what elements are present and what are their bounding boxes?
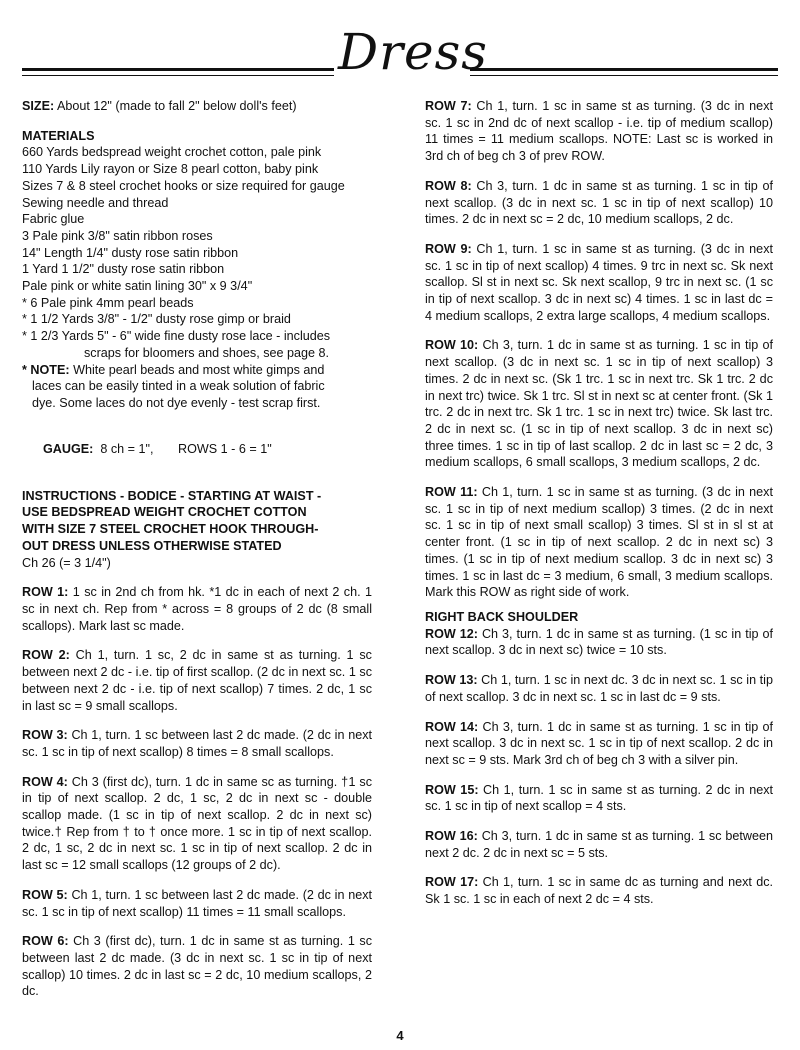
gauge-label: GAUGE: — [43, 442, 94, 457]
row-text: Ch 3, turn. 1 dc in same st as turning. 1 sc between next 2 dc. 2 dc in next sc = 5 sts. — [425, 829, 773, 860]
row-text: Ch 1, turn. 1 sc in same st as turning. (3 dc in next sc. 1 sc in tip of next scallop) 4 times. 9 trc in next sc. Sk next scallop. Sl st in next sc. Sk next scallop, 9 trc in next sc. (1 sc in tip of next scallop. 3 dc in next sc) 4 times. 1 sc in last dc = 4 medium scallops, 2 extra large scallops, 4 medium scallops. — [425, 241, 773, 323]
row-instruction — [22, 774, 372, 874]
right-column — [425, 98, 773, 921]
row-text: 1 sc in 2nd ch from hk. *1 dc in each of next 2 ch. 1 sc in next ch. Rep from * across = 8 groups of 2 dc (8 small scallops). Mark last sc made. — [22, 585, 372, 633]
row-label: ROW 11: — [425, 485, 478, 500]
note-text: laces can be easily tinted in a weak solution of fabric — [32, 379, 325, 394]
instructions-heading-line: OUT DRESS UNLESS OTHERWISE STATED — [22, 538, 282, 553]
row-label: ROW 3: — [22, 728, 68, 743]
header-rule-left-thin — [22, 75, 334, 76]
materials-item: Sewing needle and thread — [22, 195, 169, 210]
row-text: Ch 3, turn. 1 dc in same st as turning. 1 sc in tip of next scallop. (3 dc in next sc. 1 sc in tip of next scallop) 10 times. 2 dc in next sc = 2 dc, 10 medium scallops, 2 dc. — [425, 178, 773, 227]
row-text: Ch 3 (first dc), turn. 1 dc in same sc as turning. †1 sc in tip of next scallop. 2 dc, 1 sc, 2 dc in next sc - double scallop made. (1 sc in tip of next scallop. 2 dc in next sc) twice.† Rep from † to † once more. 1 sc in tip of next scallop. 2 dc, 1 sc, 2 dc in next sc. 1 sc in tip of next scallop. 2 dc in last sc = 12 small scallops (12 groups of 2 dc). — [22, 774, 372, 873]
instructions-heading-line: INSTRUCTIONS - BODICE - STARTING AT WAIST - — [22, 488, 322, 503]
page-title: Dress — [338, 23, 488, 81]
size-section — [22, 98, 372, 115]
row-instruction — [22, 933, 372, 1000]
row-text: Ch 1, turn. 1 sc in same st as turning. (3 dc in next sc. 1 sc in 2nd dc of next scallop - i.e. tip of medium scallop) 11 times = 11 medium scallops. NOTE: Last sc is worked in 3rd ch of beg ch 3 of prev ROW. — [425, 99, 773, 164]
row-text: Ch 1, turn. 1 sc between last 2 dc made. (2 dc in next sc. 1 sc in tip of next scallop) 8 times = 8 small scallops. — [22, 728, 372, 759]
left-column — [22, 98, 372, 1013]
materials-item: Sizes 7 & 8 steel crochet hooks or size required for gauge — [22, 178, 345, 193]
note-text: dye. Some laces do not dye evenly - test scrap first. — [32, 395, 321, 410]
row-instruction — [425, 98, 773, 165]
note-text: White pearl beads and most white gimps and — [69, 362, 325, 377]
row-instruction — [425, 874, 773, 907]
row-text: Ch 1, turn. 1 sc in next dc. 3 dc in next sc. 1 sc in tip of next scallop. 3 dc in next sc. 1 sc in last dc = 9 sts. — [425, 673, 773, 704]
row-text: Ch 3, turn. 1 dc in same st as turning. 1 sc in tip of next scallop. 3 dc in next sc. 1 sc in tip of next scallop. 2 dc in next sc = 9 sts. Mark 3rd ch of beg ch 3 with a silver pin. — [425, 719, 773, 767]
row-label: ROW 16: — [425, 829, 478, 844]
note-label: * NOTE: — [22, 362, 70, 377]
row-label: ROW 5: — [22, 887, 68, 902]
row-text: Ch 1, turn. 1 sc in same st as turning. (3 dc in next sc. 1 sc in tip of next medium scallop) 3 times. (2 dc in next sc. 1 sc in tip of next small scallop) 3 times. Sl st in sl st at center front. (1 sc in tip of next scallop. 2 dc in next sc) 3 times. (1 sc in tip of next medium scallop. 3 dc in next sc) 3 times. 1 sc in last dc = 3 medium, 6 small, 3 medium scallops. Mark this ROW as right side of work. — [425, 485, 773, 600]
row-instruction — [22, 887, 372, 920]
row-text: Ch 1, turn. 1 sc in same dc as turning and next dc. Sk 1 sc. 1 sc in each of next 2 dc = 4 sts. — [425, 875, 773, 907]
instructions-heading-line: WITH SIZE 7 STEEL CROCHET HOOK THROUGH- — [22, 522, 319, 537]
row-instruction — [425, 178, 773, 228]
row-text: Ch 3, turn. 1 dc in same st as turning. (1 sc in tip of next scallop. 3 dc in next sc) twice = 10 sts. — [425, 626, 773, 658]
header-rule-right-thin — [470, 75, 778, 76]
row-text: Ch 3 (first dc), turn. 1 dc in same st as turning. 1 sc between last 2 dc made. (3 dc in next sc. 1 sc in tip of next scallop) 10 times. 2 dc in last sc = 2 dc, 10 medium scallops, 2 dc. — [22, 934, 372, 999]
row-text: Ch 1, turn. 1 sc, 2 dc in same st as turning. 1 sc between next 2 dc - i.e. tip of first scallop. (2 dc in next sc. 1 sc between next 2 dc - i.e. tip of next scallop) 7 times. 2 dc, 1 sc in last sc = 9 small scallops. — [22, 648, 372, 713]
row-label: ROW 4: — [22, 774, 68, 789]
row-label: ROW 8: — [425, 178, 472, 193]
row-instruction — [22, 727, 372, 760]
row-label: ROW 9: — [425, 241, 472, 256]
row-label: ROW 10: — [425, 338, 479, 353]
materials-item: * 1 2/3 Yards 5" - 6" wide fine dusty rose lace - includes — [22, 329, 331, 344]
row-instruction — [22, 647, 372, 714]
page-number: 4 — [396, 1028, 404, 1043]
materials-item: Pale pink or white satin lining 30" x 9 3/4" — [22, 279, 253, 294]
gauge-section — [22, 425, 372, 475]
materials-heading: MATERIALS — [22, 128, 95, 143]
row-instruction — [425, 719, 773, 769]
header-rule-right — [470, 68, 778, 71]
row-label: ROW 13: — [425, 673, 478, 688]
row-label: ROW 14: — [425, 719, 479, 734]
row-text: Ch 3, turn. 1 dc in same st as turning. 1 sc in tip of next scallop. (3 dc in next sc. 1 sc in tip of next scallop) 3 times. 2 dc in next sc. (Sk 1 trc. 1 sc in next trc. Sk 1 trc. 2 dc in next trc) twice. Sk 1 trc. Sl st in next sc at center front. (Sk 1 trc. 2 dc in next trc. Sk 1 trc. 1 sc in next trc) twice. Sk last trc. 2 dc in next sc. (1 sc in tip of next scallop. 3 dc in next sc) three times. 1 sc in tip of last scallop. 2 dc in last sc = 2 dc, 3 medium scallops, 6 small scallops, 3 medium scallops, 2 dc. — [425, 338, 773, 470]
materials-item: 3 Pale pink 3/8" satin ribbon roses — [22, 228, 213, 243]
row-instruction — [425, 828, 773, 861]
materials-item: 14" Length 1/4" dusty rose satin ribbon — [22, 245, 239, 260]
right-back-shoulder-heading: RIGHT BACK SHOULDER — [425, 609, 579, 624]
materials-item: * 1 1/2 Yards 3/8" - 1/2" dusty rose gimp or braid — [22, 312, 291, 327]
row-text: Ch 1, turn. 1 sc in same st as turning. 2 dc in next sc. 1 sc in tip of next scallop = 4 sts. — [425, 782, 773, 814]
instructions-heading-line: USE BEDSPREAD WEIGHT CROCHET COTTON — [22, 505, 307, 520]
row-label: ROW 12: — [425, 626, 478, 641]
row-instruction — [425, 626, 773, 659]
row-label: ROW 1: — [22, 585, 69, 600]
row-instruction — [425, 782, 773, 815]
materials-note — [22, 362, 372, 379]
row-instruction — [425, 672, 773, 705]
instructions-section — [22, 488, 372, 572]
header-rule-left — [22, 68, 334, 71]
row-text: Ch 1, turn. 1 sc between last 2 dc made. (2 dc in next sc. 1 sc in tip of next scallop) 11 times = 11 small scallops. — [22, 887, 372, 919]
row-instruction — [425, 484, 773, 601]
materials-section — [22, 128, 372, 412]
row-label: ROW 7: — [425, 99, 472, 113]
materials-item: 1 Yard 1 1/2" dusty rose satin ribbon — [22, 262, 225, 277]
size-text: About 12" (made to fall 2" below doll's feet) — [54, 99, 297, 113]
size-label: SIZE: — [22, 99, 55, 113]
materials-item: Fabric glue — [22, 212, 85, 227]
starting-chain: Ch 26 (= 3 1/4") — [22, 555, 111, 570]
materials-continuation: scraps for bloomers and shoes, see page 8. — [84, 345, 330, 360]
row-instruction — [425, 241, 773, 325]
materials-item: 110 Yards Lily rayon or Size 8 pearl cotton, baby pink — [22, 162, 319, 177]
gauge-text: 8 ch = 1", ROWS 1 - 6 = 1" — [93, 442, 272, 457]
materials-item: * 6 Pale pink 4mm pearl beads — [22, 295, 194, 310]
row-instruction — [425, 337, 773, 471]
row-label: ROW 2: — [22, 648, 70, 663]
row-label: ROW 6: — [22, 934, 69, 949]
materials-item: 660 Yards bedspread weight crochet cotton, pale pink — [22, 145, 322, 160]
row-instruction — [22, 584, 372, 634]
row-label: ROW 15: — [425, 782, 479, 797]
row-label: ROW 17: — [425, 875, 479, 890]
